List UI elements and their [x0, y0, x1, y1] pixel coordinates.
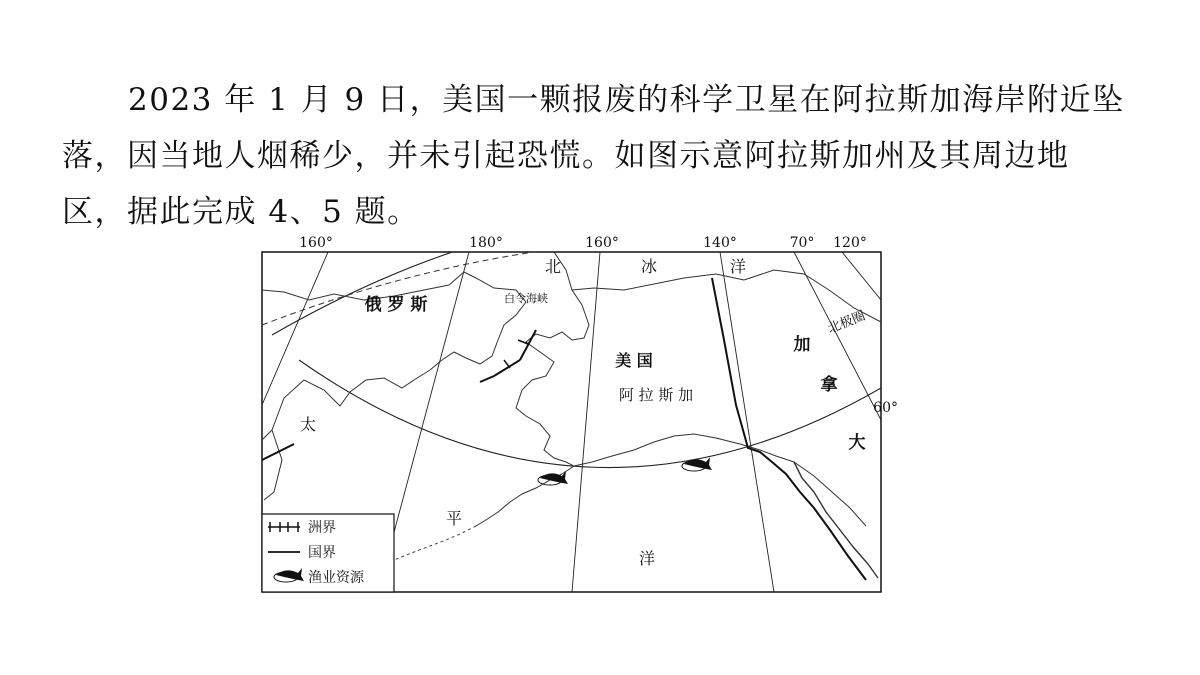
label-arctic-ocean-1: 北: [544, 257, 562, 276]
alaska-map: [254, 230, 898, 600]
lon-label-140: 140°: [703, 235, 737, 251]
label-bering-strait: 白令海峡: [504, 292, 548, 305]
label-arctic-circle: 北极圈: [825, 308, 868, 338]
legend-fishery-label: 渔业资源: [308, 570, 364, 586]
label-usa: 美 国: [615, 351, 653, 370]
label-canada-3: 大: [848, 433, 866, 453]
question-line-2: 落，因当地人烟稀少，并未引起恐慌。如图示意阿拉斯加州及其周边地: [62, 138, 1070, 174]
lon-label-160: 160°: [585, 235, 619, 251]
label-pacific-3: 洋: [638, 549, 656, 568]
lon-label-160w-west: 160°: [299, 235, 333, 251]
question-line-1: 2023 年 1 月 9 日，美国一颗报废的科学卫星在阿拉斯加海岸附近坠: [128, 82, 1125, 118]
question-line-3: 区，据此完成 4、5 题。: [62, 194, 420, 230]
label-arctic-ocean-3: 洋: [729, 257, 747, 276]
question-text: [62, 72, 1142, 240]
lon-label-120: 120°: [833, 235, 867, 251]
label-canada-2: 拿: [820, 375, 838, 395]
label-arctic-ocean-2: 冰: [640, 257, 658, 276]
label-russia: 俄 罗 斯: [364, 295, 428, 315]
label-pacific-1: 太: [299, 415, 317, 434]
lon-label-70: 70°: [789, 235, 815, 251]
legend-continent-border-label: 洲界: [308, 520, 336, 536]
lon-label-180: 180°: [469, 235, 503, 251]
label-pacific-2: 平: [445, 509, 463, 528]
label-canada-1: 加: [793, 335, 811, 355]
legend-national-border-label: 国界: [308, 545, 336, 561]
label-lat-60: 60°: [873, 400, 898, 416]
legend: [262, 514, 394, 592]
label-alaska: 阿 拉 斯 加: [618, 386, 694, 404]
